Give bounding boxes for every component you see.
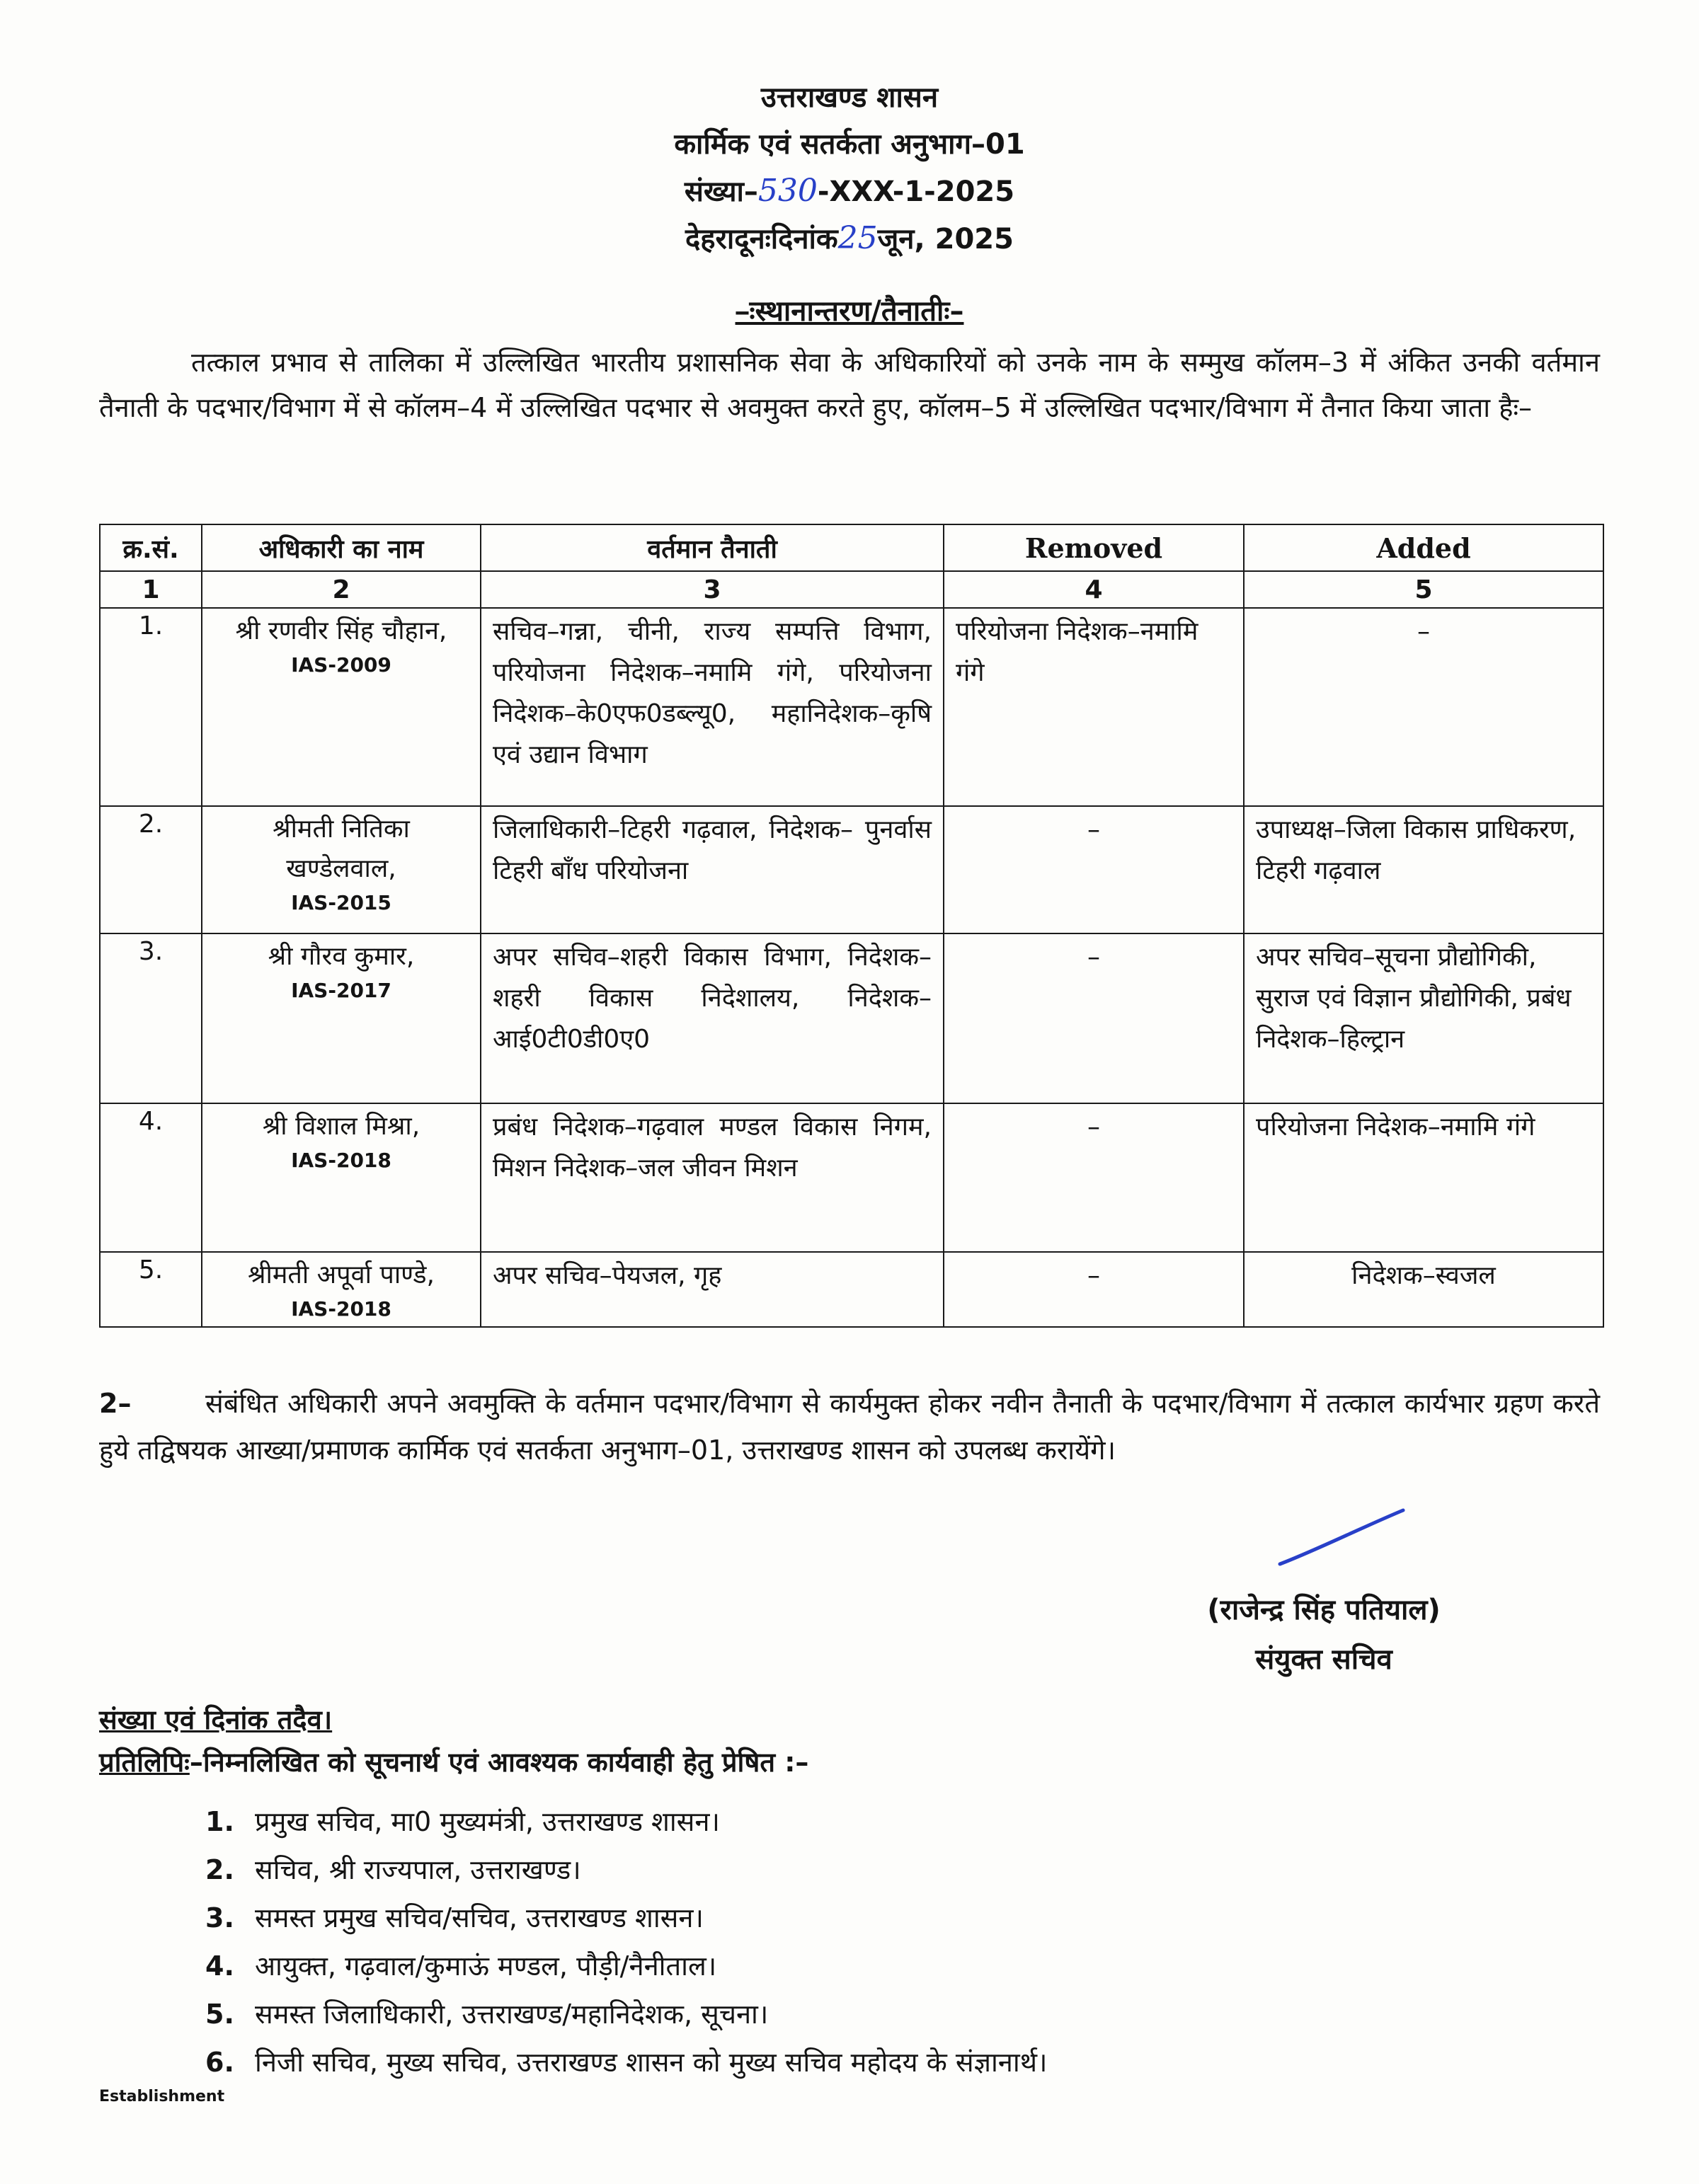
row-sn: 5. <box>100 1252 202 1327</box>
govt-name: उत्तराखण्ड शासन <box>760 81 939 114</box>
subject-line <box>0 290 1699 329</box>
number-prefix: संख्या– <box>684 176 758 208</box>
row-sn: 1. <box>100 608 202 806</box>
officer-service: IAS-2018 <box>291 1149 391 1172</box>
row-officer <box>202 1252 481 1327</box>
row-removed: – <box>944 933 1244 1103</box>
item-number: 6. <box>205 2047 234 2078</box>
officer-name: श्री रणवीर सिंह चौहान, <box>235 616 447 645</box>
row-added: अपर सचिव–सूचना प्रौद्योगिकी, सुराज एवं विज्ञान प्रौद्योगिकी, प्रबंध निदेशक–हिल्ट्रान <box>1244 933 1603 1103</box>
handwritten-date: 25 <box>837 220 878 256</box>
list-item <box>205 1846 1047 1894</box>
item-text: सचिव, श्री राज्यपाल, उत्तराखण्ड। <box>255 1854 581 1885</box>
document-header <box>0 74 1699 263</box>
item-number: 1. <box>205 1806 234 1837</box>
subject-text: –ःस्थानान्तरण/तैनातीः– <box>735 295 964 328</box>
row-current: सचिव–गन्ना, चीनी, राज्य सम्पत्ति विभाग, परियोजना निदेशक–नमामि गंगे, परियोजना निदेशक–के0एफ0डब्ल्यू0, महानिदेशक–कृषि एवं उद्यान विभाग <box>481 608 944 806</box>
row-current: अपर सचिव–पेयजल, गृह <box>481 1252 944 1327</box>
item-number: 2. <box>205 1854 234 1885</box>
row-officer <box>202 806 481 933</box>
row-current: प्रबंध निदेशक–गढ़वाल मण्डल विकास निगम, मिशन निदेशक–जल जीवन मिशन <box>481 1103 944 1252</box>
date-prefix: देहरादूनःदिनांक <box>685 223 838 255</box>
table-header-row <box>100 524 1603 571</box>
table-row <box>100 806 1603 933</box>
table-row <box>100 1252 1603 1327</box>
row-officer <box>202 608 481 806</box>
signatory-name: (राजेन्द्र सिंह पतियाल) <box>1207 1594 1441 1626</box>
signature-mark <box>1274 1507 1409 1571</box>
signatory-block <box>1147 1585 1501 1684</box>
officer-service: IAS-2017 <box>291 979 391 1002</box>
row-officer <box>202 1103 481 1252</box>
row-removed: – <box>944 1252 1244 1327</box>
handwritten-number: 530 <box>757 173 818 209</box>
table-row <box>100 608 1603 806</box>
officer-service: IAS-2009 <box>291 653 391 677</box>
intro-paragraph: तत्काल प्रभाव से तालिका में उल्लिखित भारतीय प्रशासनिक सेवा के अधिकारियों को उनके नाम के सम्मुख कॉलम–3 में अंकित उनकी वर्तमान तैनाती के पदभार/विभाग में से कॉलम–4 में उल्लिखित पदभार से अवमुक्त करते हुए, कॉलम–5 में उल्लिखित पदभार/विभाग में तैनात किया जाता हैः– <box>99 347 1600 423</box>
row-current: अपर सचिव–शहरी विकास विभाग, निदेशक–शहरी विकास निदेशालय, निदेशक–आई0टी0डी0ए0 <box>481 933 944 1103</box>
copy-label: प्रतिलिपिः <box>99 1747 190 1778</box>
date-suffix: जून, 2025 <box>877 223 1014 255</box>
officer-name: श्री गौरव कुमार, <box>268 942 415 971</box>
officer-name: श्रीमती अपूर्वा पाण्डे, <box>248 1260 435 1289</box>
instruction-paragraph <box>99 1380 1600 1473</box>
order-number <box>0 168 1699 215</box>
list-item <box>205 1990 1047 2038</box>
recipient-list <box>205 1798 1047 2086</box>
row-added: – <box>1244 608 1603 806</box>
section-name: कार्मिक एवं सतर्कता अनुभाग–01 <box>674 128 1025 161</box>
list-item <box>205 1942 1047 1990</box>
officer-name: श्रीमती नितिका खण्डेलवाल, <box>273 815 410 883</box>
col-number: 2 <box>202 571 481 608</box>
row-removed: – <box>944 1103 1244 1252</box>
item-number: 4. <box>205 1950 234 1982</box>
header-sn: क्र.सं. <box>100 524 202 571</box>
row-officer <box>202 933 481 1103</box>
signatory-designation: संयुक्त सचिव <box>1255 1643 1392 1676</box>
footer-label: Establishment <box>99 2088 225 2105</box>
number-suffix: -XXX-1-2025 <box>817 176 1015 208</box>
col-number: 3 <box>481 571 944 608</box>
copy-text: –निम्नलिखित को सूचनार्थ एवं आवश्यक कार्यवाही हेतु प्रेषित :– <box>189 1747 809 1778</box>
reference-line <box>99 1699 332 1741</box>
reference-text: संख्या एवं दिनांक तदैव। <box>99 1704 333 1735</box>
header-officer-name: अधिकारी का नाम <box>202 524 481 571</box>
row-added: निदेशक–स्वजल <box>1244 1252 1603 1327</box>
row-removed: – <box>944 806 1244 933</box>
posting-table <box>99 524 1604 1328</box>
list-item <box>205 1894 1047 1942</box>
paragraph-number: 2– <box>99 1388 132 1419</box>
item-text: निजी सचिव, मुख्य सचिव, उत्तराखण्ड शासन को मुख्य सचिव महोदय के संज्ञानार्थ। <box>255 2047 1048 2078</box>
officer-service: IAS-2015 <box>291 891 391 914</box>
row-added: उपाध्यक्ष–जिला विकास प्राधिकरण, टिहरी गढ़वाल <box>1244 806 1603 933</box>
col-number: 4 <box>944 571 1244 608</box>
row-added: परियोजना निदेशक–नमामि गंगे <box>1244 1103 1603 1252</box>
list-item <box>205 2038 1047 2086</box>
row-sn: 2. <box>100 806 202 933</box>
list-item <box>205 1798 1047 1846</box>
row-sn: 4. <box>100 1103 202 1252</box>
order-date <box>0 215 1699 263</box>
row-current: जिलाधिकारी–टिहरी गढ़वाल, निदेशक– पुनर्वास टिहरी बाँध परियोजना <box>481 806 944 933</box>
officer-service: IAS-2018 <box>291 1297 391 1321</box>
copy-to-line <box>99 1741 808 1783</box>
item-number: 3. <box>205 1902 234 1933</box>
col-number: 1 <box>100 571 202 608</box>
paragraph-text: संबंधित अधिकारी अपने अवमुक्ति के वर्तमान पदभार/विभाग से कार्यमुक्त होकर नवीन तैनाती के पदभार/विभाग में तत्काल कार्यभार ग्रहण करते हुये तद्विषयक आख्या/प्रमाणक कार्मिक एवं सतर्कता अनुभाग–01, उत्तराखण्ड शासन को उपलब्ध करायेंगे। <box>99 1388 1600 1466</box>
header-current-posting: वर्तमान तैनाती <box>481 524 944 571</box>
header-removed: Removed <box>944 524 1244 571</box>
row-sn: 3. <box>100 933 202 1103</box>
column-number-row <box>100 571 1603 608</box>
table-row <box>100 1103 1603 1252</box>
item-number: 5. <box>205 1999 234 2030</box>
officer-name: श्री विशाल मिश्रा, <box>262 1112 421 1141</box>
item-text: समस्त प्रमुख सचिव/सचिव, उत्तराखण्ड शासन। <box>255 1902 704 1933</box>
item-text: आयुक्त, गढ़वाल/कुमाऊं मण्डल, पौड़ी/नैनीताल। <box>255 1950 717 1982</box>
table-row <box>100 933 1603 1103</box>
item-text: समस्त जिलाधिकारी, उत्तराखण्ड/महानिदेशक, सूचना। <box>255 1999 769 2030</box>
header-added: Added <box>1244 524 1603 571</box>
col-number: 5 <box>1244 571 1603 608</box>
row-removed: परियोजना निदेशक–नमामि गंगे <box>944 608 1244 806</box>
item-text: प्रमुख सचिव, मा0 मुख्यमंत्री, उत्तराखण्ड शासन। <box>255 1806 720 1837</box>
